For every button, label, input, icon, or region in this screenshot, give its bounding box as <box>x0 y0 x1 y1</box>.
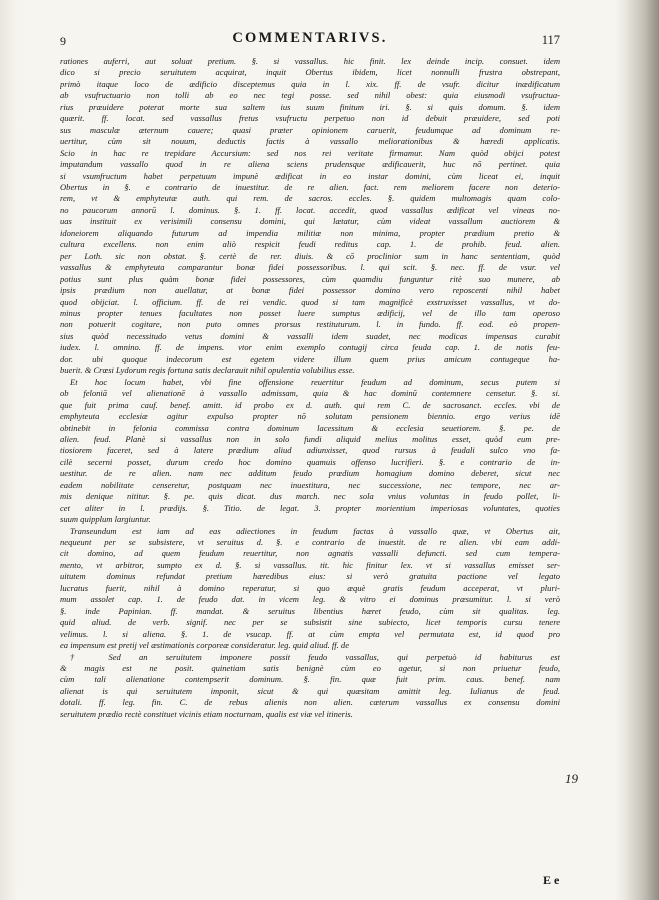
text-line: ipsis prædium non auellatur, at bonæ fidei possessor domino vero reposcenti nihil habet <box>60 285 560 296</box>
text-line: emphyteuta ecclesiæ agitur expulso propter nō solutam pensionem biennio. ergo verius idē <box>60 411 560 422</box>
text-line: suum quipplum largiuntur. <box>60 514 151 525</box>
paragraph <box>60 56 560 377</box>
text-line: dor. ubi quoque indecorum est egetem videre illum quem prius amicum contugeque ha- <box>60 353 560 364</box>
text-line: ob feloniā vel alienationē à vassallo admissam, quia & hac dominū contemnere censetur. §. si. <box>60 388 560 399</box>
text-line: sius quòd necessitudo vetus domini & vassalli idem suadet, nec modicas impensas curabit <box>60 330 560 341</box>
text-line: tiosiorem faceret, sed à latere prædium aliud adiunxisset, quod rursus à feudali sulco vno fa- <box>60 445 560 456</box>
body-text <box>60 56 560 720</box>
text-line: Transeundum est iam ad eas adiectiones in feudum factas à vassallo quæ, vt Obertus ait, <box>70 525 560 536</box>
text-line: si vsumfructum habet perpetuum impunè ædificat in eo instar domini, cùm liceat ei, inquit <box>60 170 560 181</box>
text-line: mento, vt arbitror, sumpto ex d. §. si vassallus. tit. hic finitur lex. vt si vassallus emisset ser- <box>60 559 560 570</box>
text-line: Scio in hac re trepidare Accursium: sed nos rei veritate firmamur. Nam quòd obijci potest <box>60 147 560 158</box>
text-line: ea impensum est pretij vel æstimationis corporeæ consideratur. leg. quid aliud. ff. de <box>60 640 349 651</box>
text-line: dotali. ff. leg. fin. C. de rebus alienis non alien. cæterum vassallus ex consensu domini <box>60 697 560 708</box>
text-line: sus masculæ æternum cauere; quasi præter opinionem caruerit, feudumque ad dominum re- <box>60 124 560 135</box>
text-line: cùm tali alienatione contempserit dominum. §. fin. quæ fuit prim. caus. benef. nam <box>60 674 560 685</box>
text-line: ab vsufructuario non tolli ab eo nec tegi posse. sed nihil obest: quia eiusmodi vsufructua- <box>60 90 560 101</box>
text-line: rem, vt & emphyteutæ auth. qui rem. de sacros. eccles. §. quidem multomagis quam colo- <box>60 193 560 204</box>
paragraph <box>60 377 560 526</box>
text-line: potius sunt plus quàm bonæ fidei possessores, cùm quamdiu funguntur ritè suo munere, ab <box>60 273 560 284</box>
text-line: cet aliter in l. prædijs. §. Titio. de legat. 3. propter morientium imperiosas voluntates, quoties <box>60 502 560 513</box>
page-header <box>60 30 560 52</box>
text-line: & magis est ne posit. quinetiam satis benignè cùm eo agetur, si non priuetur feudo, <box>60 663 560 674</box>
header-left-mark: 9 <box>60 34 66 48</box>
text-line: uitutem dominus refundat pretium hæredibus eius: si verò gratuita pactione vel legato <box>60 571 560 582</box>
text-line: uestitur. de re alien. nam nec additum feudo prædium homagium domino deberet, sicut nec <box>60 468 560 479</box>
text-line: non potuerit cogitare, non puto omnes prorsus restituturum. l. in fundo. ff. eod. eò propen- <box>60 319 560 330</box>
text-line: buerit. & Crœsi Lydorum regis fortuna satis declarauit nihil opulentia volubilius esse. <box>60 365 355 376</box>
text-line: † Sed an seruitutem imponere possit feudo vassallus, qui perpetuò id habiturus est <box>70 651 560 662</box>
text-line: eadem nobilitate censeretur, postquam nec inuestitura, nec successione, nec tempore, nec ar- <box>60 479 560 490</box>
text-line: seruitutem prædio rectè constituet vicinis etiam nocturnam, qualis est viæ vel itineris. <box>60 708 353 719</box>
text-line: que fuit prima cauf. benef. amitt. id probo ex d. auth. qui rem C. de sacrosanct. eccles. vbi de <box>60 399 560 410</box>
text-line: dico si precio seruitutem acquirat, inquit Obertus ibidem, licet nonnulli frustra obstrepant, <box>60 67 560 78</box>
text-line: lucratus fuerit, nihil à domino reperatur, si quo æquè gratis feudum acceperat, vt pluri- <box>60 582 560 593</box>
text-line: idoneiorem aliquando futurum ad impendia militiæ non minima, propter prædium pretio & <box>60 227 560 238</box>
text-line: minus propter tenues facultates non posset luere sumptus ædificij, vel de illo tam operoso <box>60 307 560 318</box>
text-line: uas instituit ex verisimili consensu domini, qui lætatur, cùm videat vassallum auctiorem & <box>60 216 560 227</box>
text-line: nequeunt per se subsistere, vt seruitus d. §. e contrario de inuestit. de re alien. vbi eam addi- <box>60 537 560 548</box>
text-line: rationes auferri, aut soluat pretium. §. si vassallus. hic finit. lex deinde incip. consuet. idem <box>60 56 560 66</box>
text-line: quod obijciat. l. officium. ff. de rei vendic. quod si tam magnificè exstruxisset vassallus, vt do- <box>60 296 560 307</box>
text-line: alien. feud. Planè si vassallus non in solo fundi aliquid melius molitus esset, quòd eum pre- <box>60 433 560 444</box>
text-line: uertitur, cùm sit nouum, deductis factis à vassallo meliorationibus & hæredi applicatis. <box>60 136 560 147</box>
text-line: cultura excellens. non enim aliò respicit feudi reditus cap. 1. de prohib. feud. alien. <box>60 239 560 250</box>
paragraph <box>60 526 560 652</box>
paragraph <box>60 652 560 721</box>
catchword: E e <box>543 873 560 887</box>
margin-note: 19 <box>565 771 578 786</box>
text-line: Obertus in §. e contrario de inuestitur. de re alien. fact. rem meliorem facere non deterio- <box>60 181 560 192</box>
text-line: cilè secerni posset, durum credo hoc domino quamuis offenso lucrifieri. §. e contrario de in- <box>60 456 560 467</box>
text-line: §. inde Papinian. ff. mandat. & seruitus libentius hæret feudo, cùm sit qualitas. leg. <box>60 605 560 616</box>
folio-number: 117 <box>541 33 560 47</box>
text-line: alienat is qui seruitutem imponit, sicut & qui quæsitam amittit leg. Iulianus de feud. <box>60 685 560 696</box>
text-line: Et hoc locum habet, vbi fine offensione reuertitur feudum ad dominum, secus putem si <box>70 376 560 387</box>
text-line: no paucorum annorū l. dominus. §. 1. ff. locat. accedit, quod vassallus ædificat vel vineas no- <box>60 204 560 215</box>
text-line: iudex. l. omnino. ff. de impens. vtor enim exemplo contugij circa feuda cap. 1. de notis feu- <box>60 342 560 353</box>
text-line: quærit. ff. locat. sed vassallus fretus vsufructu perpetuo non id debuit præuidere, sed poti <box>60 113 560 124</box>
text-line: vassallus & emphyteuta comparantur bonæ fidei possessoribus. l. qui scit. §. nec. ff. de vsur. vel <box>60 262 560 273</box>
running-head: COMMENTARIVS. <box>232 30 388 46</box>
text-line: velimus. l. si aliena. §. 1. de vsucap. ff. at cùm empta vel permutata est, id quod pro <box>60 628 560 639</box>
page-edge-shadow <box>625 0 659 900</box>
text-line: quid aliud. de verb. signif. nec per se subsistit sine subiecto, licet temporis cursu tenere <box>60 617 560 628</box>
text-line: mis denique nititur. §. pe. quis dicat. dus march. nec sola vnius voluntas in feudo pollet, li- <box>60 491 560 502</box>
text-line: rius præuidere poterat morte sua saltem ius suum finitum iri. §. si quis domum. §. idem <box>60 101 560 112</box>
text-line: primò itaque loco de ædificio disceptemus quia in l. xix. ff. de vsufr. dicitur inædificatum <box>60 78 560 89</box>
text-line: per Loth. sic non obstat. §. certè de rer. diuis. & cō proclinior sum in hanc sententiam, quòd <box>60 250 560 261</box>
text-line: cit domino, ad quem feudum reuertitur, non agnatis vassalli defuncti. sed cum tempera- <box>60 548 560 559</box>
text-line: obtinebit in felonia commissa contra dominum lacessitum & ecclesia seuetiorem. §. pe. de <box>60 422 560 433</box>
text-line: imputandum vassallo quod in re aliena sciens prudensque ædificauerit, huc nō pertinet. quia <box>60 159 560 170</box>
text-line: mum assolet cap. 1. de feudo dat. in vicem leg. & vitro ei dominus præsumitur. l. si verò <box>60 594 560 605</box>
